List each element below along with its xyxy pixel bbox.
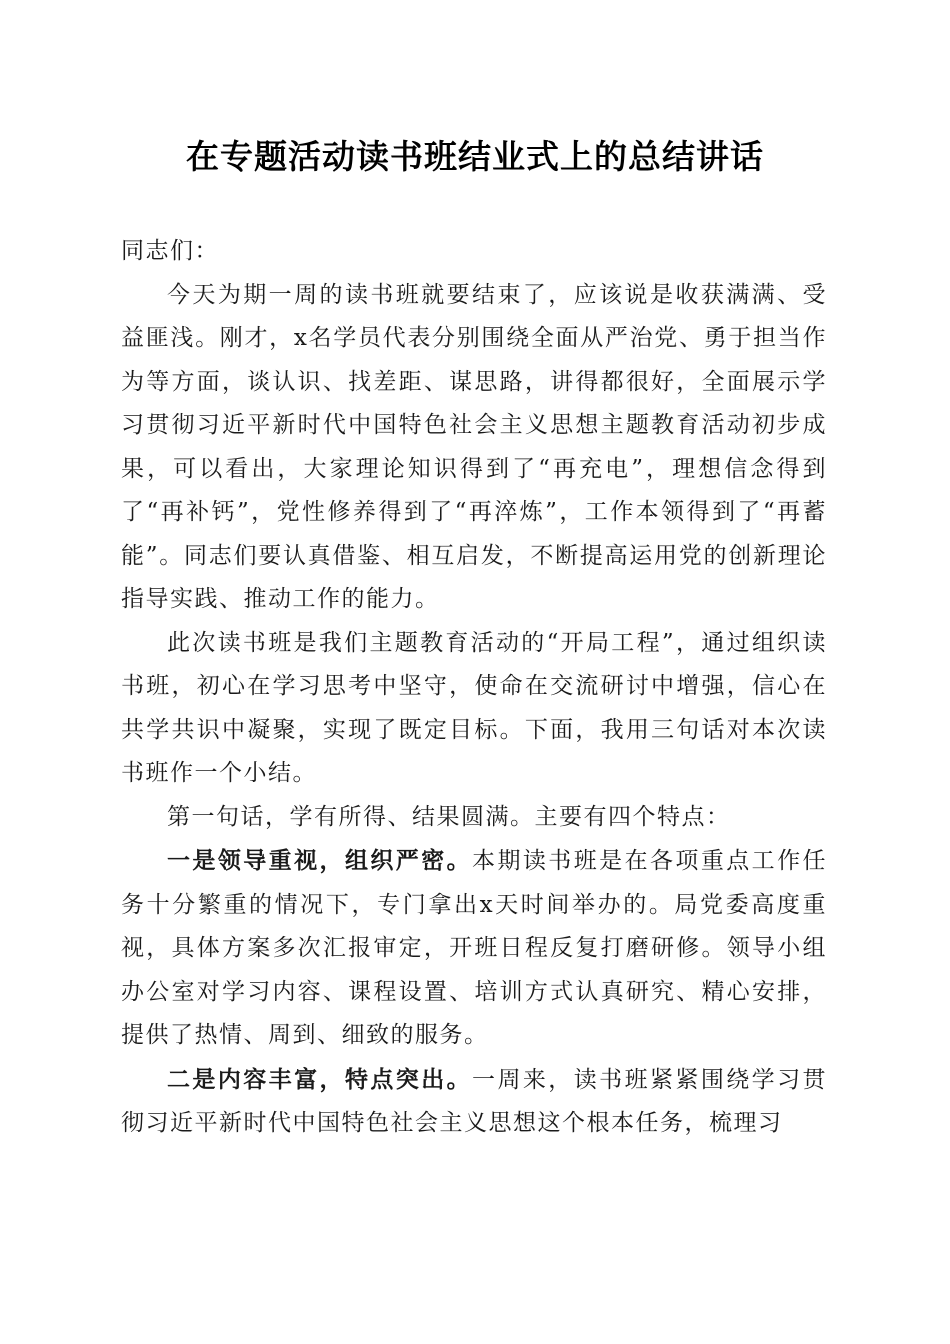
paragraph-5 [121,1058,827,1146]
paragraph-1 [121,274,827,622]
paragraph-5-text: 一周来，读书班紧紧围绕学习贯彻习近平新时代中国特色社会主义思想这个根本任务，梳理习 [121,1066,828,1136]
paragraph-5-lead: 二是内容丰富，特点突出。 [167,1065,473,1093]
paragraph-3-text: 第一句话，学有所得、结果圆满。主要有四个特点： [167,803,731,830]
paragraph-3 [121,796,827,840]
paragraph-2 [121,622,827,796]
document-title: 在专题活动读书班结业式上的总结讲话 [186,137,764,176]
paragraph-1-text: 今天为期一周的读书班就要结束了，应该说是收获满满、受益匪浅。刚才，x名学员代表分别围绕全面从严治党、勇于担当作为等方面，谈认识、找差距、谋思路，讲得都很好，全面展示学习贯彻习近平新时代中国特色社会主义思想主题教育活动初步成果，可以看出，大家理论知识得到了“再充电”，理想信念得到了“再补钙”，党性修养得到了“再淬炼”，工作本领得到了“再蓄能”。同志们要认真借鉴、相互启发，不断提高运用党的创新理论指导实践、推动工作的能力。 [121,281,827,612]
paragraph-4-lead: 一是领导重视，组织严密。 [167,847,473,874]
salutation: 同志们： [121,238,219,264]
paragraph-2-text: 此次读书班是我们主题教育活动的“开局工程”，通过组织读书班，初心在学习思考中坚守，使命在交流研讨中增强，信心在共学共识中凝聚，实现了既定目标。下面，我用三句话对本次读书班作一个小结。 [121,629,827,786]
paragraph-4-text: 本期读书班是在各项重点工作任务十分繁重的情况下，专门拿出x天时间举办的。局党委高度重视，具体方案多次汇报审定，开班日程反复打磨研修。领导小组办公室对学习内容、课程设置、培训方式认真研究、精心安排，提供了热情、周到、细致的服务。 [121,848,828,1048]
paragraph-4 [121,839,827,1058]
document-body [121,230,827,1146]
